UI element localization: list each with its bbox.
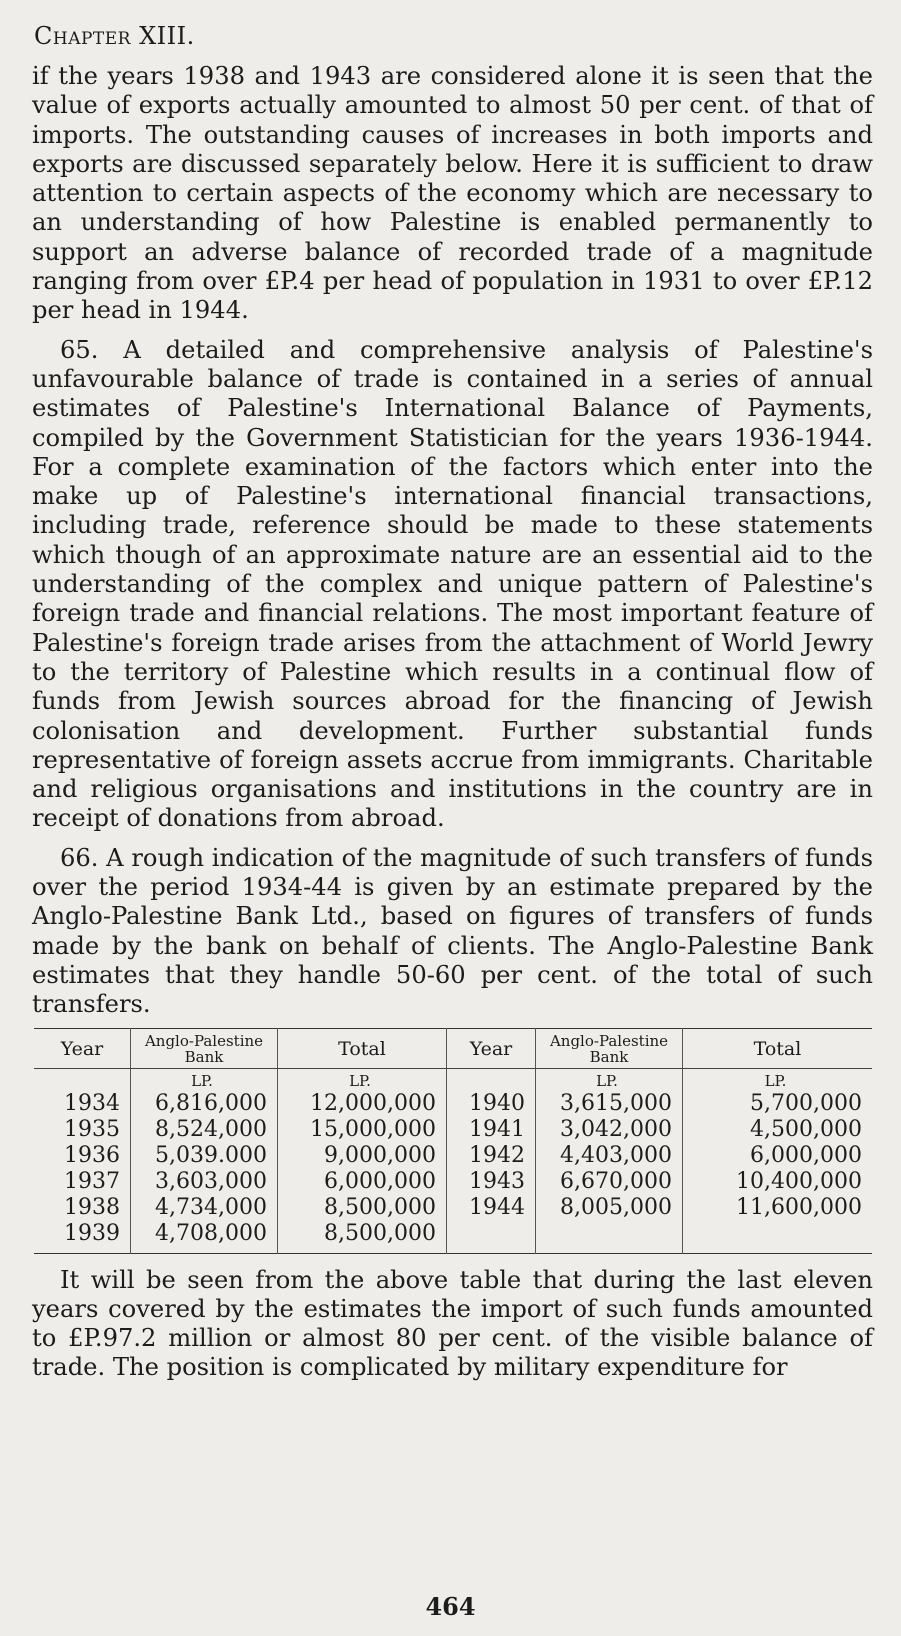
bank-value-cell: 3,615,000 <box>536 1091 683 1117</box>
total-value-cell <box>683 1221 873 1254</box>
year-cell: 1939 <box>34 1221 131 1254</box>
paragraph-66: 66. A rough indication of the magnitude of such transfers of funds over the period 1934-44 is given by an estimate prepared by the Anglo-Palestine Bank Ltd., based on figures of transfers of funds made by the bank on behalf of clients. The Anglo-Palestine Bank estimates that they handle 50-60 per cent. of the total of such transfers. <box>32 843 873 1019</box>
total-value-cell: 5,700,000 <box>750 1090 862 1116</box>
table-row <box>34 1091 872 1117</box>
total-value-cell: 10,400,000 <box>736 1168 862 1194</box>
unit-label: LP. <box>764 1071 787 1090</box>
total-value-cell: 6,000,000 <box>750 1142 862 1168</box>
total-value-cell: 12,000,000 <box>278 1091 447 1117</box>
total-value-cell: 8,500,000 <box>278 1221 447 1254</box>
year-cell <box>447 1221 536 1254</box>
table-row <box>34 1143 872 1169</box>
year-header: Year <box>34 1028 131 1068</box>
year-cell: 1938 <box>34 1195 131 1221</box>
bank-value-cell: 6,670,000 <box>536 1169 683 1195</box>
units-row <box>34 1068 872 1091</box>
table-row <box>34 1221 872 1254</box>
bank-value-cell: 3,603,000 <box>131 1169 278 1195</box>
total-header: Total <box>683 1028 873 1068</box>
total-value-cell: 8,500,000 <box>278 1195 447 1221</box>
table-row <box>34 1117 872 1143</box>
year-cell: 1937 <box>34 1169 131 1195</box>
bank-value-cell: 8,005,000 <box>536 1195 683 1221</box>
year-cell: 1944 <box>447 1195 536 1221</box>
fund-transfers-table <box>34 1028 872 1254</box>
bank-value-cell: 5,039.000 <box>131 1143 278 1169</box>
total-value-cell: 4,500,000 <box>750 1116 862 1142</box>
bank-header: Anglo-Palestine Bank <box>536 1028 683 1068</box>
table-row <box>34 1169 872 1195</box>
bank-value-cell: 3,042,000 <box>536 1117 683 1143</box>
table-row <box>34 1195 872 1221</box>
total-value-cell: 6,000,000 <box>278 1169 447 1195</box>
year-cell: 1934 <box>34 1091 131 1117</box>
bank-value-cell: 8,524,000 <box>131 1117 278 1143</box>
year-cell: 1943 <box>447 1169 536 1195</box>
paragraph-continuation: if the years 1938 and 1943 are considered alone it is seen that the value of exports actually amounted to almost 50 per cent. of that of imports. The outstanding causes of increases in both imports and exports are discussed separately below. Here it is sufficient to draw attention to certain aspects of the economy which are necessary to an understanding of how Palestine is enabled permanently to support an adverse balance of recorded trade of a magnitude ranging from over £P.4 per head of population in 1931 to over £P.12 per head in 1944. <box>32 62 873 325</box>
paragraph-conclusion: It will be seen from the above table that during the last eleven years covered by the estimates the import of such funds amounted to £P.97.2 million or almost 80 per cent. of the visible balance of trade. The position is complicated by military expenditure for <box>32 1265 873 1382</box>
bank-value-cell: 4,734,000 <box>131 1195 278 1221</box>
paragraph-65: 65. A detailed and comprehensive analysis of Palestine's unfavourable balance of trade is contained in a series of annual estimates of Palestine's International Balance of Payments, compiled by the Government Statistician for the years 1936-1944. For a complete examination of the factors which enter into the make up of Palestine's international financial transactions, including trade, reference should be made to these statements which though of an approximate nature are an essential aid to the understanding of the complex and unique pattern of Palestine's foreign trade and financial relations. The most important feature of Palestine's foreign trade arises from the attachment of World Jewry to the territory of Palestine which results in a continual flow of funds from Jewish sources abroad for the financing of Jewish colonisation and development. Further substantial funds representative of foreign assets accrue from immigrants. Charitable and religious organisations and institutions in the country are in receipt of donations from abroad. <box>32 335 873 833</box>
unit-label: LP. <box>278 1068 447 1091</box>
total-value-cell: 11,600,000 <box>736 1194 862 1220</box>
page-number: 464 <box>425 1592 476 1621</box>
chapter-heading: Chapter XIII. <box>34 22 195 50</box>
bank-value-cell: 4,403,000 <box>536 1143 683 1169</box>
table-header-row <box>34 1028 872 1068</box>
year-cell: 1936 <box>34 1143 131 1169</box>
total-value-cell: 9,000,000 <box>278 1143 447 1169</box>
year-cell: 1940 <box>447 1091 536 1117</box>
year-header: Year <box>447 1028 536 1068</box>
total-value-cell: 15,000,000 <box>278 1117 447 1143</box>
bank-value-cell: 6,816,000 <box>131 1091 278 1117</box>
bank-header: Anglo-Palestine Bank <box>131 1028 278 1068</box>
total-header: Total <box>278 1028 447 1068</box>
year-cell: 1941 <box>447 1117 536 1143</box>
year-cell: 1942 <box>447 1143 536 1169</box>
unit-label: LP. <box>131 1068 278 1091</box>
bank-value-cell: 4,708,000 <box>131 1221 278 1254</box>
unit-label: LP. <box>536 1068 683 1091</box>
year-cell: 1935 <box>34 1117 131 1143</box>
bank-value-cell <box>536 1221 683 1254</box>
